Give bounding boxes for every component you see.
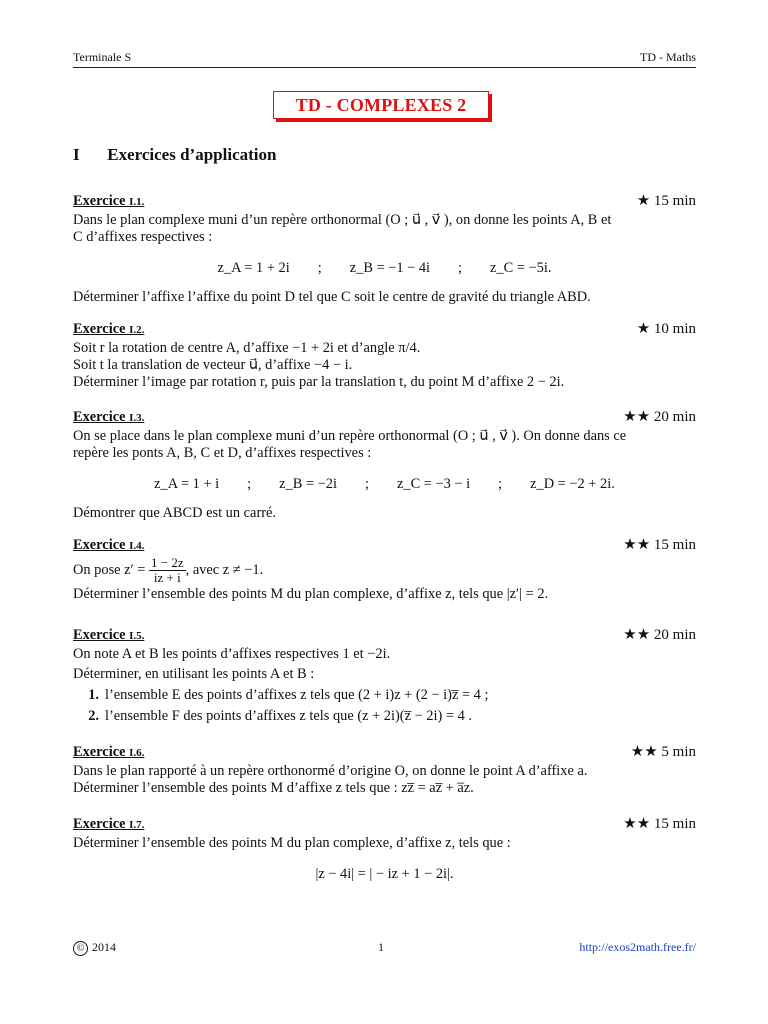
list-item: 2. l’ensemble F des points d’affixes z tels que (z + 2i)(z̅ − 2i) = 4 . [88,708,472,724]
page-header [73,50,696,66]
exercise-formula: z_A = 1 + 2i ; z_B = −1 − 4i ; z_C = −5i. [217,260,552,276]
header-rule [73,67,696,68]
exercise-5 [73,627,696,729]
header-left: Terminale S [73,50,132,64]
exercise-text: Dans le plan complexe muni d’un repère orthonormal (O ; u⃗ , v⃗ ), on donne les points A, B et [73,212,612,228]
list-item: 1. l’ensemble E des points d’affixes z tels que (2 + i)z + (2 − i)z̅ = 4 ; [88,687,489,703]
exercise-text: Dans le plan rapporté à un repère orthonormé d’origine O, on donne le point A d’affixe a. [73,763,588,779]
exercise-text: Déterminer l’ensemble des points M d’affixe z tels que : zz̅ = az̅ + a̅z. [73,780,474,796]
exercise-text: Soit t la translation de vecteur u⃗, d’affixe −4 − i. [73,357,353,373]
exercise-header [73,409,696,428]
exercise-text: Déterminer l’image par rotation r, puis par la translation t, du point M d’affixe 2 − 2i. [73,374,565,390]
document-title: TD - COMPLEXES 2 [295,95,467,115]
section-heading [73,145,276,165]
exercise-3 [73,409,696,522]
exercise-items [73,687,696,725]
exercise-7 [73,816,696,883]
exercise-label: Exercice I.7. [73,816,145,832]
document-title-box [273,91,489,119]
exercise-4 [73,537,696,603]
footer-copyright: © 2014 [73,940,116,956]
exercise-label: Exercice I.3. [73,409,145,425]
section-number: I [73,145,80,164]
exercise-header [73,193,696,212]
exercise-formula: z_A = 1 + i ; z_B = −2i ; z_C = −3 − i ; z_D = −2 + 2i. [154,476,615,492]
exercise-rating: ★★ 5 min [630,744,696,760]
exercise-formula: |z − 4i| = | − iz + 1 − 2i|. [315,866,454,882]
exercise-label: Exercice I.4. [73,537,145,553]
exercise-text: On note A et B les points d’affixes respectives 1 et −2i. [73,646,391,662]
section-title: Exercices d’application [107,145,277,164]
exercise-header [73,816,696,835]
exercise-2 [73,321,696,391]
exercise-rating: ★ 15 min [636,193,696,209]
exercise-text: Soit r la rotation de centre A, d’affixe −1 + 2i et d’angle π/4. [73,340,421,356]
exercise-label: Exercice I.2. [73,321,145,337]
exercise-1 [73,193,696,306]
header-right: TD - Maths [640,50,696,64]
exercise-rating: ★★ 20 min [623,627,696,643]
exercise-label: Exercice I.6. [73,744,145,760]
exercise-header [73,321,696,340]
exercise-text: On pose z′ = $\frac{1 - 2z}{iz + i}$ , avec z ≠ −1. [73,555,264,585]
exercise-rating: ★★ 15 min [623,816,696,832]
footer-link[interactable]: http://exos2math.free.fr/ [579,940,696,954]
fraction: $\frac{1 - 2z}{iz + i}$ [151,555,184,585]
exercise-text: C d’affixes respectives : [73,229,213,245]
exercise-header [73,627,696,646]
page-number: 1 [378,940,384,954]
exercise-question: Déterminer l’ensemble des points M du plan complexe, d’affixe z, tels que |z′| = 2. [73,586,549,602]
exercise-6 [73,744,696,797]
exercise-text: Déterminer, en utilisant les points A et B : [73,666,315,682]
exercise-rating: ★★ 20 min [623,409,696,425]
exercise-text: Déterminer l’ensemble des points M du plan complexe, d’affixe z, tels que : [73,835,511,851]
exercise-text: repère les ponts A, B, C et D, d’affixes respectives : [73,445,372,461]
exercise-rating: ★ 10 min [636,321,696,337]
exercise-label: Exercice I.1. [73,193,145,209]
exercise-header [73,537,696,556]
exercise-question: Démontrer que ABCD est un carré. [73,505,277,521]
exercise-question: Déterminer l’affixe l’affixe du point D tel que C soit le centre de gravité du triangle ABD. [73,289,591,305]
copyright-icon: © [73,941,88,956]
exercise-text: On se place dans le plan complexe muni d’un repère orthonormal (O ; u⃗ , v⃗ ). On donne dans ce [73,428,627,444]
exercise-label: Exercice I.5. [73,627,145,643]
exercise-rating: ★★ 15 min [623,537,696,553]
exercise-header [73,744,696,763]
